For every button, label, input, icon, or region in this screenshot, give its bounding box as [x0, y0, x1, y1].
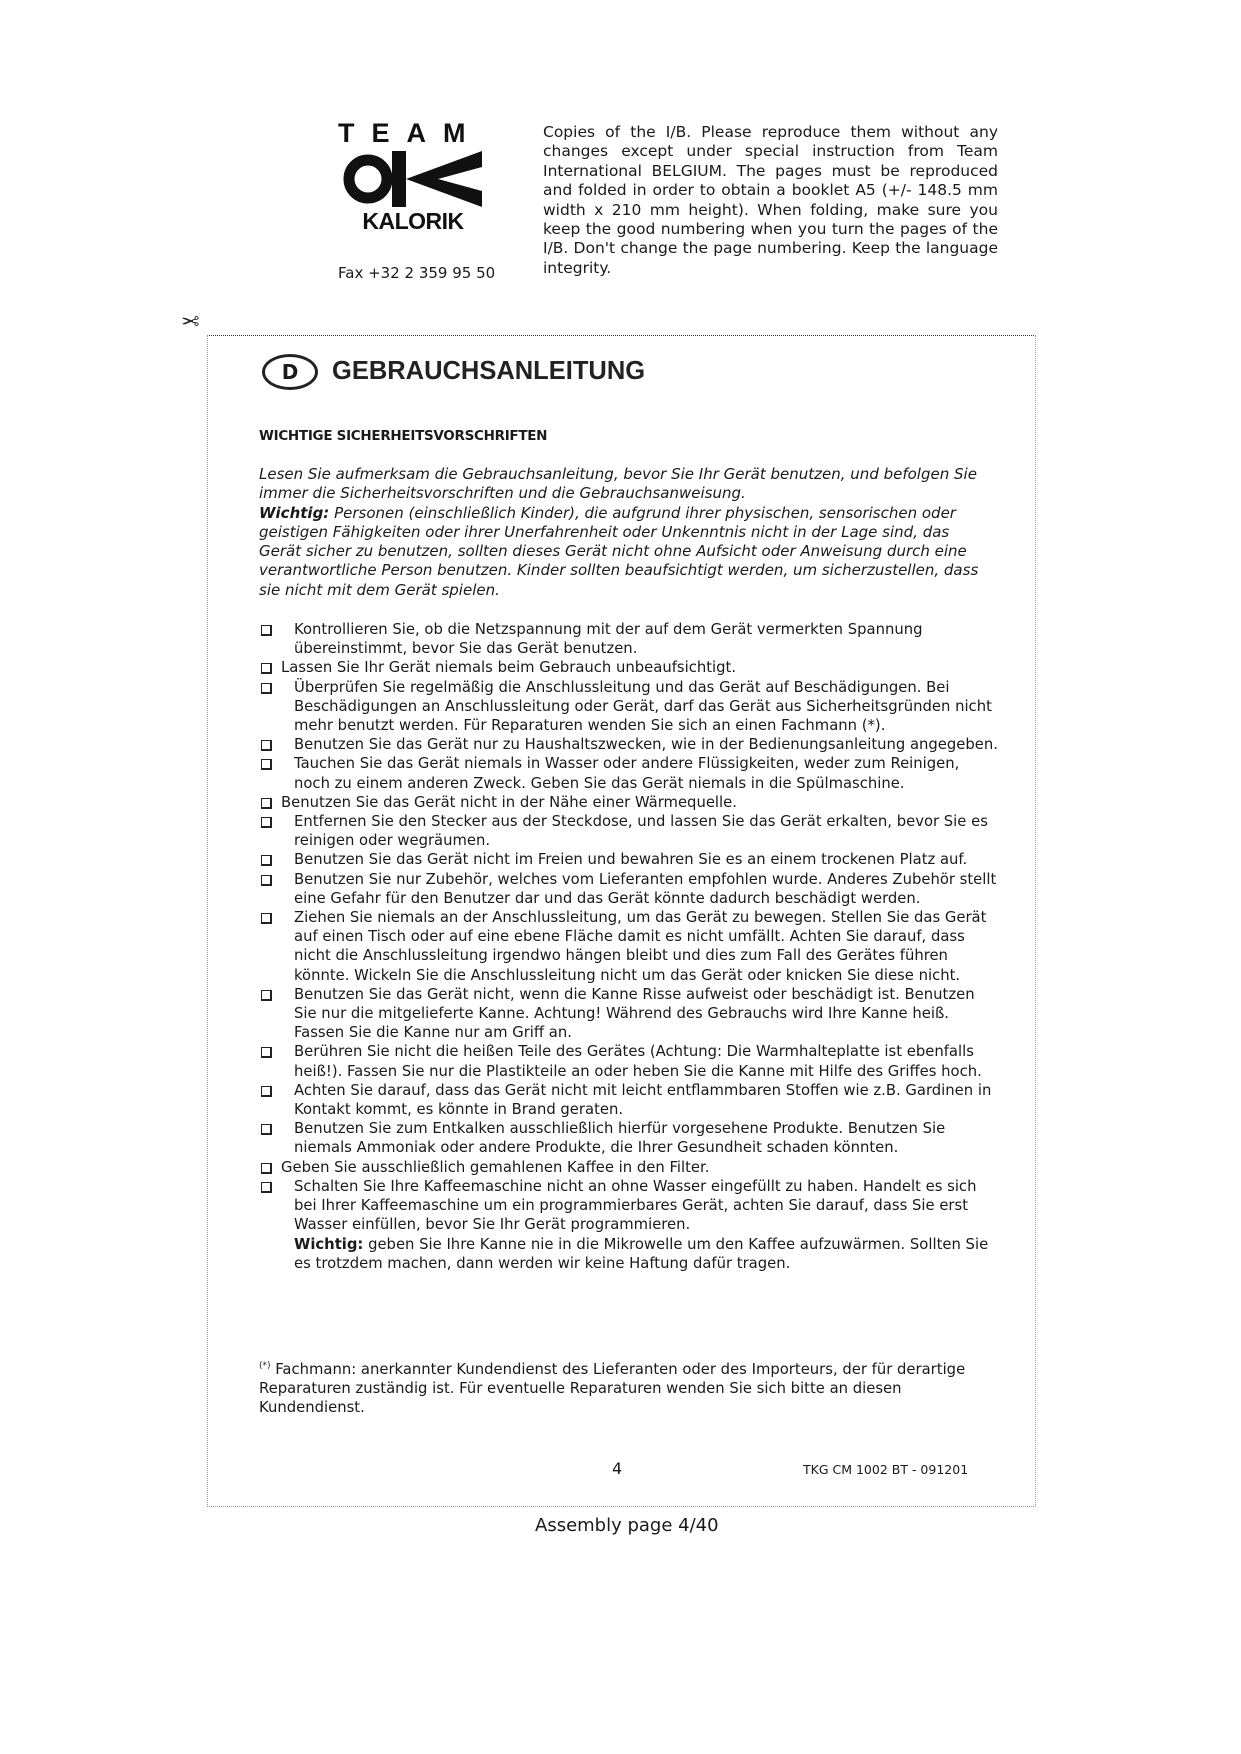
scissors-icon: ✂: [181, 307, 200, 332]
checkbox-bullet-icon: [261, 1086, 272, 1097]
checkbox-bullet-icon: [261, 1047, 272, 1058]
list-item: Überprüfen Sie regelmäßig die Anschlussleitung und das Gerät auf Beschädigungen. Bei Beschädigungen an Anschlussleitung oder Gerät, darf das Gerät aus Sicherheitsgründen nicht mehr benutzt werden. Für Reparaturen wenden Sie sich an einen Fachmann (*).: [259, 678, 999, 736]
logo-brand-text: KALORIK: [362, 208, 464, 234]
checkbox-bullet-icon: [261, 798, 272, 809]
list-item: Benutzen Sie das Gerät nicht, wenn die Kanne Risse aufweist oder beschädigt ist. Benutzen Sie nur die mitgelieferte Kanne. Achtung! Während des Gebrauchs wird Ihre Kanne heiß. Fassen Sie die Kanne nur am Griff an.: [259, 985, 999, 1043]
list-item: Lassen Sie Ihr Gerät niemals beim Gebrauch unbeaufsichtigt.: [259, 658, 999, 677]
intro-text: Lesen Sie aufmerksam die Gebrauchsanleitung, bevor Sie Ihr Gerät benutzen, und befolgen Sie immer die Sicherheitsvorschriften und die Gebrauchsanweisung.: [259, 465, 977, 503]
important-text: Personen (einschließlich Kinder), die aufgrund ihrer physischen, sensorischen oder geistigen Fähigkeiten oder ihrer Unerfahrenheit oder Unkenntnis nicht in der Lage sind, das Gerät sicher zu benutzen, sollten dieses Gerät nicht ohne Aufsicht oder Anweisung durch eine verantwortliche Person benutzen. Kinder sollten beaufsichtigt werden, um sicherzustellen, dass sie nicht mit dem Gerät spielen.: [259, 503, 979, 599]
checkbox-bullet-icon: [261, 1182, 272, 1193]
team-kalorik-logo: [338, 118, 488, 234]
important-label: Wichtig:: [259, 503, 330, 522]
assembly-page-label: Assembly page 4/40: [535, 1515, 719, 1536]
checkbox-bullet-icon: [261, 625, 272, 636]
intro-paragraph: [259, 465, 994, 600]
list-item: Benutzen Sie nur Zubehör, welches vom Lieferanten empfohlen wurde. Anderes Zubehör stellt eine Gefahr für den Benutzer dar und das Gerät könnte dadurch beschädigt werden.: [259, 870, 999, 908]
logo-team-text: TEAM: [338, 118, 483, 148]
section-heading: WICHTIGE SICHERHEITSVORSCHRIFTEN: [259, 428, 548, 444]
checkbox-bullet-icon: [261, 759, 272, 770]
important-label: Wichtig:: [294, 1235, 364, 1253]
checkbox-bullet-icon: [261, 740, 272, 751]
list-item: Ziehen Sie niemals an der Anschlussleitung, um das Gerät zu bewegen. Stellen Sie das Gerät auf einen Tisch oder auf eine ebene Fläche damit es nicht umfällt. Achten Sie darauf, dass nicht die Anschlussleitung irgendwo hängen bleibt und dies zum Fall des Gerätes führen könnte. Wickeln Sie die Anschlussleitung nicht um das Gerät oder knicken Sie diese nicht.: [259, 908, 999, 985]
checkbox-bullet-icon: [261, 683, 272, 694]
fax-number: Fax +32 2 359 95 50: [338, 264, 496, 282]
list-item: Entfernen Sie den Stecker aus der Steckdose, und lassen Sie das Gerät erkalten, bevor Sie es reinigen oder wegräumen.: [259, 812, 999, 850]
checkbox-bullet-icon: [261, 875, 272, 886]
checkbox-bullet-icon: [261, 855, 272, 866]
list-item: Benutzen Sie zum Entkalken ausschließlich hierfür vorgesehene Produkte. Benutzen Sie niemals Ammoniak oder andere Produkte, die Ihrer Gesundheit schaden könnten.: [259, 1119, 999, 1157]
page-number: 4: [612, 1459, 623, 1478]
list-item: Kontrollieren Sie, ob die Netzspannung mit der auf dem Gerät vermerkten Spannung übereinstimmt, bevor Sie das Gerät benutzen.: [259, 620, 999, 658]
reproduction-notice: Copies of the I/B. Please reproduce them without any changes except under special instruction from Team International BELGIUM. The pages must be reproduced and folded in order to obtain a booklet A5 (+/- 148.5 mm width x 210 mm height). When folding, make sure you keep the good numbering when you turn the pages of the I/B. Don't change the page numbering. Keep the language integrity.: [543, 123, 998, 277]
list-item: Benutzen Sie das Gerät nicht im Freien und bewahren Sie es an einem trockenen Platz auf.: [259, 850, 999, 869]
checkbox-bullet-icon: [261, 663, 272, 674]
checkbox-bullet-icon: [261, 1124, 272, 1135]
checkbox-bullet-icon: [261, 817, 272, 828]
kalorik-mark-icon: [342, 151, 482, 207]
list-item: Berühren Sie nicht die heißen Teile des Gerätes (Achtung: Die Warmhalteplatte ist ebenfalls heiß!). Fassen Sie nur die Plastikteile an oder heben Sie die Kanne mit Hilfe des Griffes hoch.: [259, 1042, 999, 1080]
list-item: Benutzen Sie das Gerät nur zu Haushaltszwecken, wie in der Bedienungsanleitung angegeben.: [259, 735, 999, 754]
safety-list: [259, 620, 999, 1273]
microwave-warning: Wichtig: geben Sie Ihre Kanne nie in die Mikrowelle um den Kaffee aufzuwärmen. Sollten Sie es trotzdem machen, dann werden wir keine Haftung dafür tragen.: [294, 1235, 989, 1272]
list-item: Tauchen Sie das Gerät niemals in Wasser oder andere Flüssigkeiten, weder zum Reinigen, noch zu einem anderen Zweck. Geben Sie das Gerät niemals in die Spülmaschine.: [259, 754, 999, 792]
list-item: Benutzen Sie das Gerät nicht in der Nähe einer Wärmequelle.: [259, 793, 999, 812]
important-note: [259, 504, 994, 600]
checkbox-bullet-icon: [261, 1163, 272, 1174]
list-item: Geben Sie ausschließlich gemahlenen Kaffee in den Filter.: [259, 1158, 999, 1177]
page-title: GEBRAUCHSANLEITUNG: [332, 357, 646, 385]
footnote-mark: (*): [259, 1361, 271, 1371]
checkbox-bullet-icon: [261, 913, 272, 924]
footnote-text: Fachmann: anerkannter Kundendienst des Lieferanten oder des Importeurs, der für derartige Reparaturen zuständig ist. Für eventuelle Reparaturen wenden Sie sich bitte an diesen Kundendienst.: [259, 1360, 966, 1417]
footnote: [259, 1357, 999, 1418]
language-badge: D: [262, 354, 318, 390]
checkbox-bullet-icon: [261, 990, 272, 1001]
list-item: Achten Sie darauf, dass das Gerät nicht mit leicht entflammbaren Stoffen wie z.B. Gardinen in Kontakt kommt, es könnte in Brand geraten.: [259, 1081, 999, 1119]
list-item: Schalten Sie Ihre Kaffeemaschine nicht an ohne Wasser eingefüllt zu haben. Handelt es sich bei Ihrer Kaffeemaschine um ein programmierbares Gerät, achten Sie darauf, dass Sie erst Wasser einfüllen, bevor Sie Ihr Gerät programmieren. Wichtig: geben Sie Ihre Kanne nie in die Mikrowelle um den Kaffee aufzuwärmen. Sollten Sie es trotzdem machen, dann werden wir keine Haftung dafür tragen.: [259, 1177, 999, 1273]
document-code: TKG CM 1002 BT - 091201: [803, 1462, 969, 1477]
